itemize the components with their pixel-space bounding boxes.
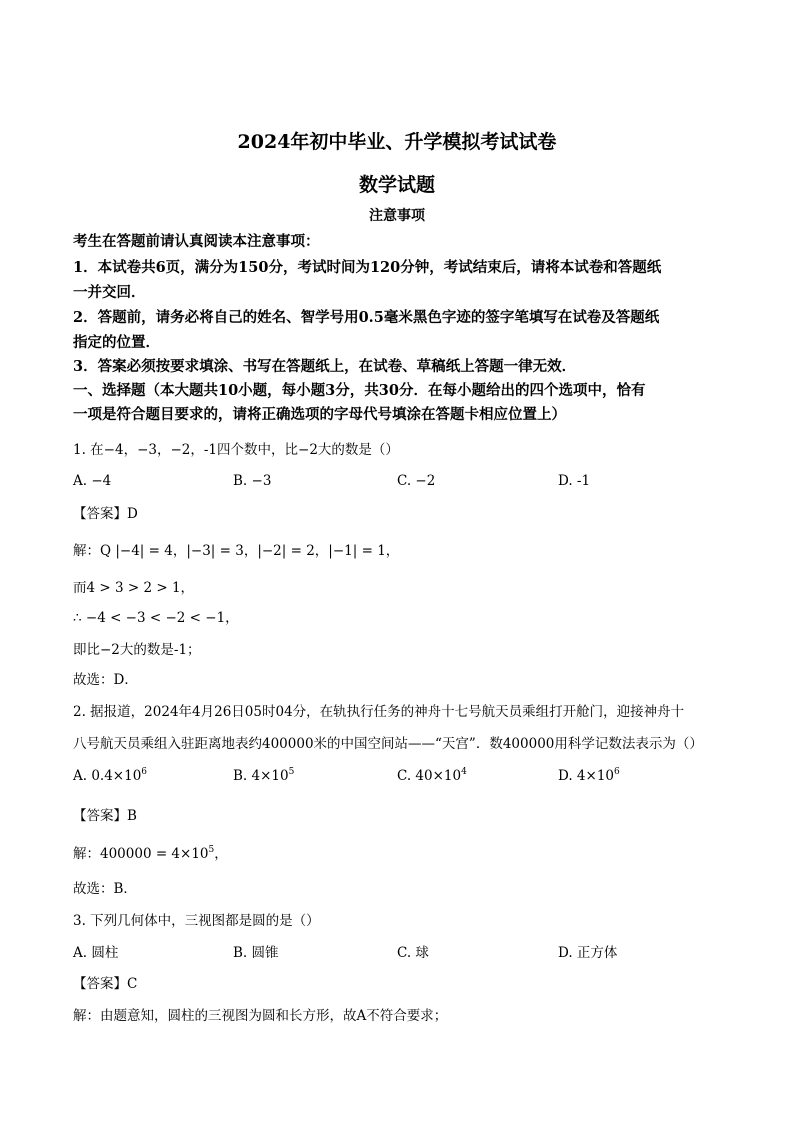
q2-stem: 2. 据报道，2024年4月26日05时04分，在轨执行任务的神舟十七号航天员乘组打开舱门，迎接神舟十 (73, 704, 685, 720)
q2-option-c: C. $40\times 10^4$ (397, 767, 467, 784)
notice-intro: 考生在答题前请认真阅读本注意事项： (73, 233, 320, 250)
q1-solution-2: 而4 > 3 > 2 > 1， (73, 580, 195, 596)
exam-title: 2024年初中毕业、升学模拟考试试卷 (237, 131, 557, 153)
q3-option-b: B. 圆锥 (233, 945, 279, 961)
q1-option-d: D. -1 (558, 473, 591, 489)
q1-solution-5: 故选：D． (73, 672, 138, 688)
q3-option-c: C. 球 (397, 945, 429, 961)
q1-stem: 1. 在−4，−3，−2，-1四个数中，比−2大的数是（） (73, 442, 399, 458)
subject-title: 数学试题 (358, 174, 435, 196)
notice-item-1: 1．本试卷共6页，满分为150分，考试时间为120分钟，考试结束后，请将本试卷和答题纸 (73, 259, 662, 276)
q3-solution-1: 解：由题意知，圆柱的三视图为圆和长方形，故A不符合要求； (73, 1008, 448, 1024)
notice-item-3: 3．答案必须按要求填涂、书写在答题纸上，在试卷、草稿纸上答题一律无效． (73, 358, 577, 375)
q2-option-b: B. $4\times 10^5$ (233, 767, 295, 784)
notice-heading: 注意事项 (369, 208, 425, 224)
q3-option-d: D. 正方体 (558, 945, 618, 961)
q2-solution-2: 故选：B． (73, 881, 137, 897)
q1-option-b: B. −3 (233, 473, 272, 489)
section-heading: 一、选择题（本大题共10小题，每小题3分，共30分．在每小题给出的四个选项中，恰有 (73, 382, 646, 399)
q3-stem: 3. 下列几何体中，三视图都是圆的是（） (73, 913, 320, 929)
q2-option-a: A. $0.4\times 10^6$ (73, 767, 148, 784)
q3-option-a: A. 圆柱 (73, 945, 119, 961)
q1-option-a: A. −4 (73, 473, 112, 489)
q1-solution-4: 即比−2大的数是-1； (73, 642, 201, 658)
q2-answer: 【答案】B (73, 808, 137, 824)
notice-item-2: 2．答题前，请务必将自己的姓名、智学号用0.5毫米黑色字迹的签字笔填写在试卷及答题纸 (73, 309, 660, 326)
q2-option-d: D. $4\times 10^6$ (558, 767, 620, 784)
q1-answer: 【答案】D (73, 506, 138, 522)
q2-stem-cont: 八号航天员乘组入驻距离地表约400000米的中国空间站——“天宫”．数400000用科学记数法表示为（） (73, 736, 703, 752)
q1-option-c: C. −2 (397, 473, 436, 489)
notice-item-1-cont: 一并交回． (73, 284, 146, 301)
section-heading-cont: 一项是符合题目要求的，请将正确选项的字母代号填涂在答题卡相应位置上） (73, 406, 566, 423)
q3-answer: 【答案】C (73, 976, 138, 992)
q1-solution-1: 解：Q |−4| = 4，|−3| = 3，|−2| = 2，|−1| = 1， (73, 543, 400, 559)
q2-solution-1: 解：$400000 = 4\times 10^5$， (73, 845, 228, 862)
notice-item-2-cont: 指定的位置． (73, 334, 160, 351)
q1-solution-3: ∴ −4 < −3 < −2 < −1， (73, 610, 239, 626)
